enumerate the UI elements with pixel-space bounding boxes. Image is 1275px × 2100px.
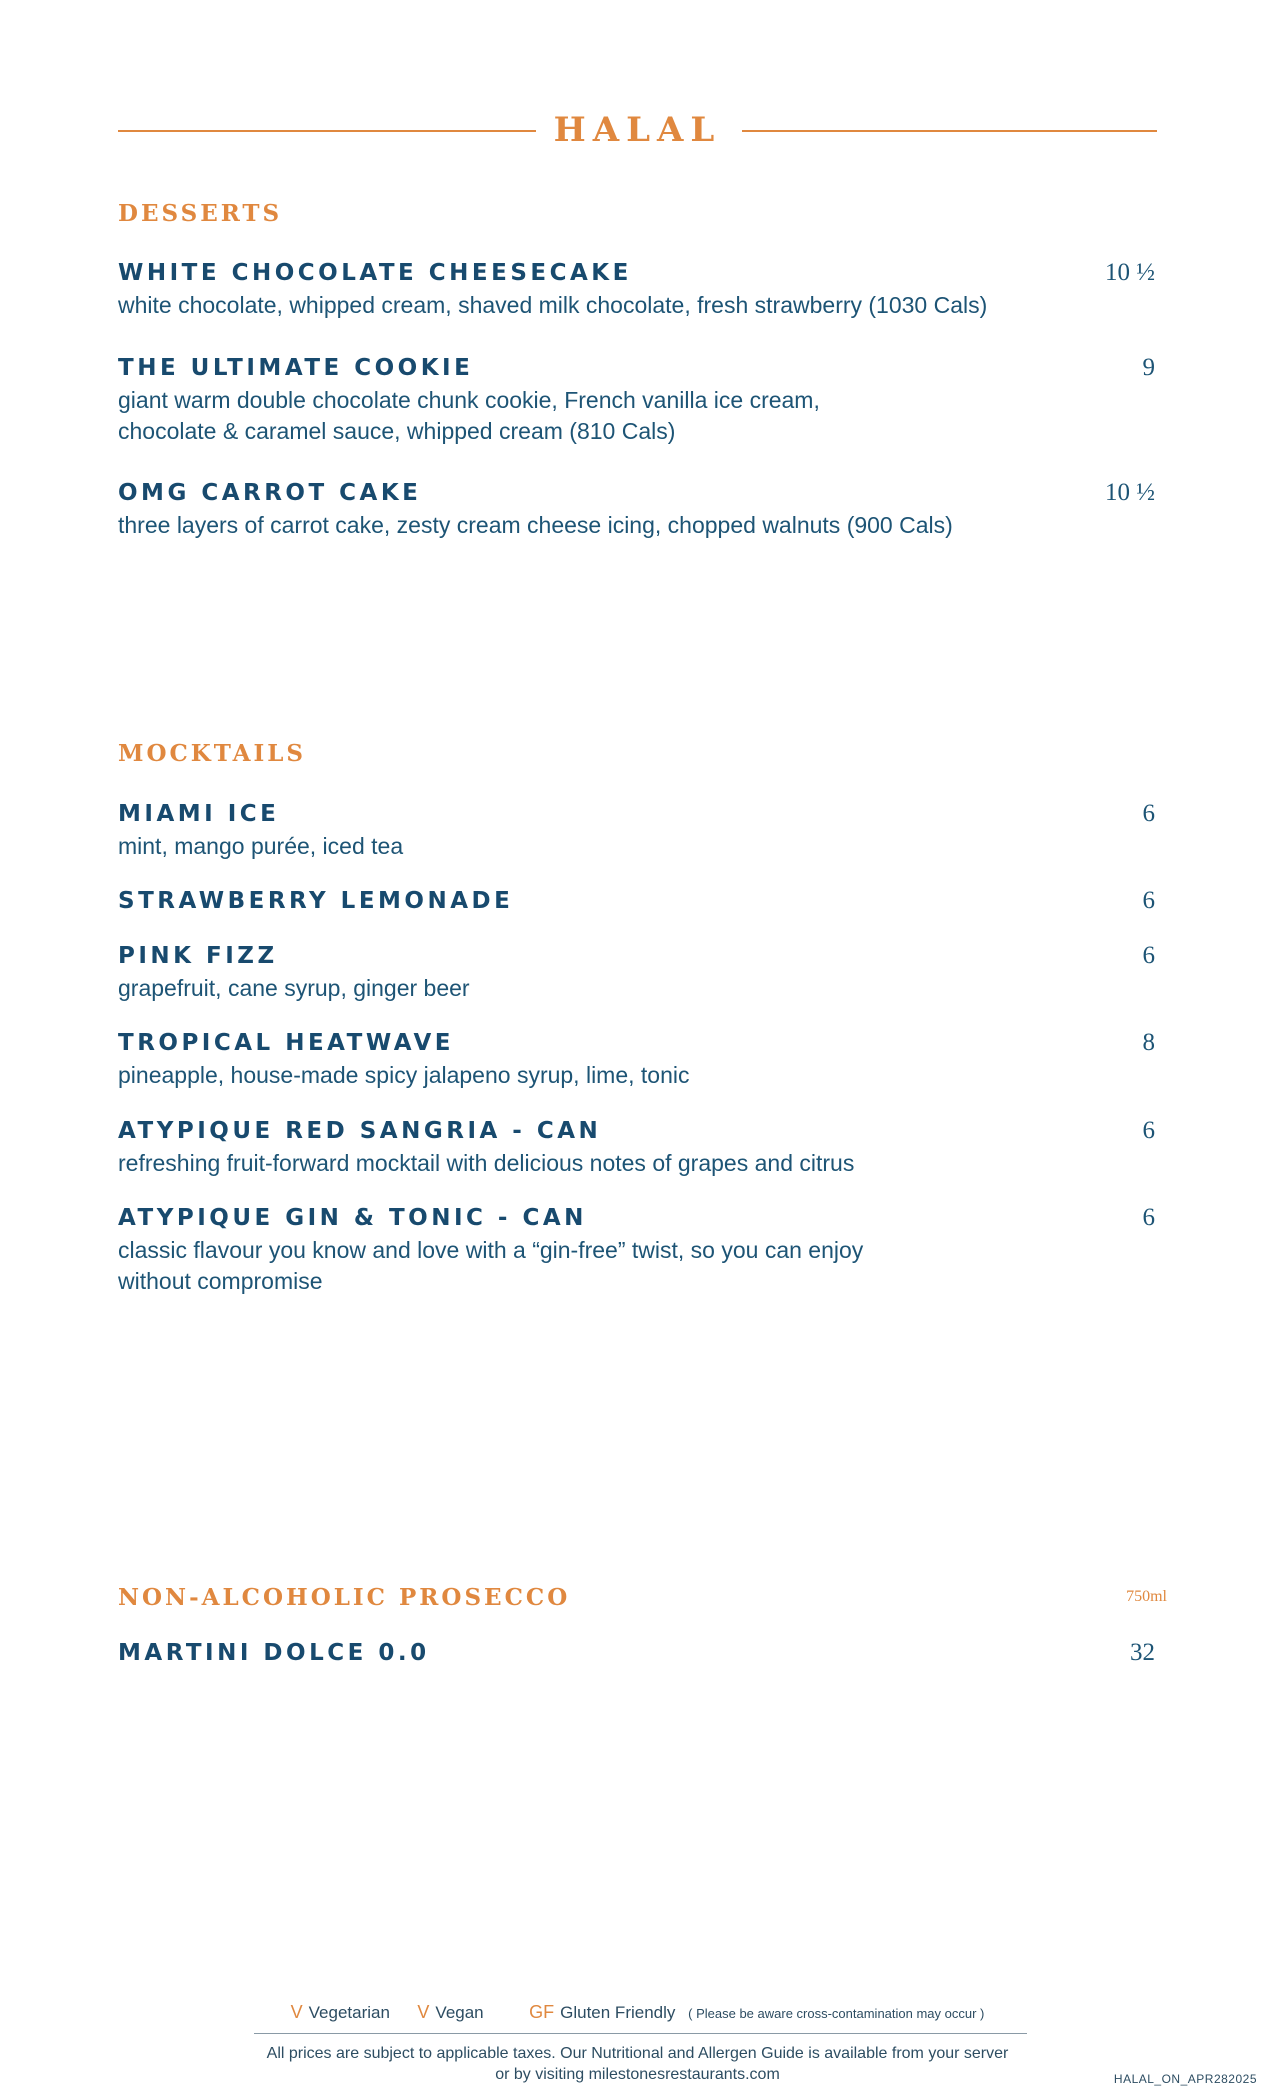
vegetarian-icon: V [290, 2002, 303, 2022]
menu-item-price: 9 [1142, 354, 1155, 381]
menu-item-description: without compromise [118, 1268, 323, 1294]
page-title: HALAL [553, 110, 722, 150]
menu-item-description: grapefruit, cane syrup, ginger beer [118, 975, 470, 1001]
footer-line-2: or by visiting milestonesrestaurants.com [495, 2066, 780, 2083]
cross-contamination-note: ( Please be aware cross-contamination may occur ) [688, 2006, 985, 2021]
menu-item-price: 10 ½ [1105, 479, 1155, 506]
menu-item-name: OMG CARROT CAKE [118, 480, 422, 506]
menu-code: HALAL_ON_APR282025 [1113, 2072, 1257, 2086]
menu-item-name: MIAMI ICE [118, 801, 280, 827]
menu-item-price: 6 [1142, 1117, 1155, 1144]
menu-item-price: 6 [1142, 887, 1155, 914]
menu-item-description: white chocolate, whipped cream, shaved milk chocolate, fresh strawberry (1030 Cals) [118, 292, 988, 318]
menu-item-price: 10 ½ [1105, 259, 1155, 286]
menu-item-price: 6 [1142, 1204, 1155, 1231]
desserts-heading: DESSERTS [118, 200, 283, 227]
menu-item-description: three layers of carrot cake, zesty cream cheese icing, chopped walnuts (900 Cals) [118, 512, 953, 538]
menu-item-description: giant warm double chocolate chunk cookie, French vanilla ice cream, [118, 387, 820, 413]
bottle-size-label: 750ml [1126, 1588, 1167, 1605]
menu-item-name: TROPICAL HEATWAVE [118, 1030, 454, 1056]
menu-item-name: ATYPIQUE GIN & TONIC - CAN [118, 1205, 587, 1231]
menu-item-price: 8 [1142, 1029, 1155, 1056]
menu-item-name: STRAWBERRY LEMONADE [118, 888, 514, 914]
menu-item-name: THE ULTIMATE COOKIE [118, 355, 474, 381]
gluten-friendly-icon: GF [529, 2002, 555, 2022]
menu-item-name: MARTINI DOLCE 0.0 [118, 1640, 430, 1666]
menu-item-price: 32 [1130, 1639, 1155, 1666]
gluten-friendly-label: Gluten Friendly [560, 2003, 676, 2022]
prosecco-heading: NON-ALCOHOLIC PROSECCO [118, 1584, 571, 1611]
menu-item-price: 6 [1142, 942, 1155, 969]
vegan-icon: V [417, 2002, 430, 2022]
menu-item-description: mint, mango purée, iced tea [118, 833, 404, 859]
vegan-label: Vegan [435, 2003, 484, 2022]
dietary-legend [0, 2002, 1275, 2023]
menu-item-name: ATYPIQUE RED SANGRIA - CAN [118, 1118, 602, 1144]
menu-item-description: chocolate & caramel sauce, whipped cream (810 Cals) [118, 418, 676, 444]
menu-item-price: 6 [1142, 800, 1155, 827]
footer-line-1: All prices are subject to applicable taxes. Our Nutritional and Allergen Guide is available from your server [266, 2045, 1009, 2062]
menu-item-description: refreshing fruit-forward mocktail with delicious notes of grapes and citrus [118, 1150, 855, 1176]
footer-divider [254, 2033, 1027, 2034]
menu-item-name: WHITE CHOCOLATE CHEESECAKE [118, 260, 632, 286]
vegetarian-label: Vegetarian [308, 2003, 390, 2022]
menu-item-description: pineapple, house-made spicy jalapeno syrup, lime, tonic [118, 1062, 690, 1088]
mocktails-heading: MOCKTAILS [118, 740, 307, 767]
menu-item-description: classic flavour you know and love with a “gin-free” twist, so you can enjoy [118, 1237, 864, 1263]
footer-disclaimer [0, 2043, 1275, 2085]
title-rule-right [742, 130, 1157, 132]
menu-item-name: PINK FIZZ [118, 943, 278, 969]
